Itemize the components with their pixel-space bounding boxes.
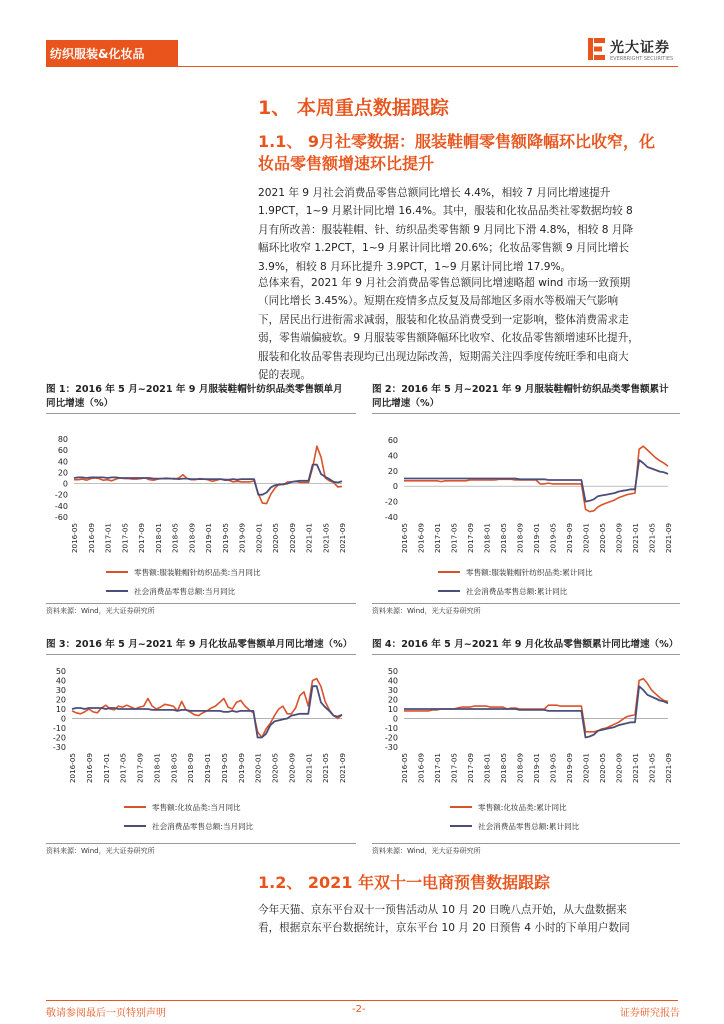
y-tick-label: 50	[387, 667, 398, 676]
section-title: 1、 本周重点数据跟踪	[258, 97, 449, 119]
x-tick-label: 2019-09	[565, 523, 574, 554]
y-tick-label: -30	[52, 743, 66, 752]
para3-line: 看，根据京东平台数据统计，京东平台 10 月 20 日预售 4 小时的下单用户数同	[258, 922, 630, 935]
para3-line: 今年天猫、京东平台双十一预售活动从 10 月 20 日晚八点开始，从大盘数据来	[258, 904, 627, 916]
figure-1-bottom-rule	[46, 603, 356, 604]
para2-line: 总体来看，2021 年 9 月社会消费品零售总额同比增速略超 wind 市场一致预期	[258, 277, 631, 289]
y-tick-label: 20	[57, 468, 68, 478]
x-tick-label: 2021-09	[664, 523, 673, 554]
y-tick-label: 30	[55, 686, 66, 695]
y-tick-label: 40	[57, 457, 68, 467]
brand-logo	[588, 36, 678, 64]
x-tick-label: 2020-01	[254, 523, 264, 554]
figure-3-chart	[46, 659, 356, 842]
x-tick-label: 2017-01	[101, 753, 111, 784]
x-tick-label: 2018-05	[499, 523, 508, 554]
para1-line: 1.9PCT，1~9 月累计同比增 16.4%。其中，服装和化妆品品类社零数据均较 8	[258, 205, 633, 218]
x-tick-label: 2018-09	[187, 523, 197, 554]
figure-3-title	[46, 638, 356, 652]
x-tick-label: 2020-01	[253, 753, 263, 784]
x-tick-label: 2019-01	[204, 523, 213, 554]
paragraph-1	[258, 184, 683, 276]
x-tick-label: 2017-05	[449, 523, 459, 554]
x-tick-label: 2018-05	[499, 753, 508, 784]
x-tick-label: 2021-09	[338, 753, 347, 784]
x-tick-label: 2017-01	[103, 523, 113, 554]
x-tick-label: 2018-09	[186, 753, 196, 784]
header-rule	[46, 66, 678, 67]
figure-title-line: 同比增速（%）	[46, 398, 114, 409]
x-tick-label: 2019-05	[548, 753, 558, 784]
x-tick-label: 2021-05	[321, 523, 331, 554]
y-tick-label: 40	[55, 676, 66, 686]
legend-label: 社会消费品零售总额:当月同比	[152, 822, 254, 831]
x-tick-label: 2018-01	[482, 523, 492, 554]
y-tick-label: -60	[54, 513, 68, 522]
y-tick-label: 50	[55, 667, 66, 676]
x-tick-label: 2020-09	[614, 523, 624, 554]
x-tick-label: 2016-05	[400, 523, 409, 554]
x-tick-label: 2019-09	[236, 753, 246, 784]
y-tick-label: -10	[384, 724, 398, 733]
x-tick-label: 2018-01	[153, 523, 163, 554]
x-tick-label: 2021-01	[631, 523, 640, 554]
x-tick-label: 2017-05	[120, 523, 130, 554]
x-tick-label: 2019-05	[220, 523, 230, 554]
x-tick-label: 2020-09	[287, 753, 297, 784]
x-tick-label: 2016-05	[68, 753, 77, 784]
x-tick-label: 2021-01	[631, 753, 640, 784]
page-number: -2-	[352, 1004, 366, 1015]
figure-2-chart	[372, 417, 680, 602]
x-tick-label: 2018-01	[482, 753, 492, 784]
x-tick-label: 2020-05	[271, 523, 280, 554]
figure-2-title	[372, 383, 680, 411]
x-tick-label: 2019-01	[203, 753, 212, 784]
x-tick-label: 2016-09	[416, 753, 426, 784]
x-tick-label: 2017-09	[466, 523, 475, 554]
x-tick-label: 2020-05	[270, 753, 280, 784]
figure-4-chart	[372, 659, 680, 842]
x-tick-label: 2020-09	[614, 753, 624, 784]
series-line-2	[404, 686, 668, 737]
y-tick-label: -20	[54, 490, 68, 500]
para2-line: 促的表现。	[258, 369, 311, 382]
x-tick-label: 2020-05	[598, 753, 607, 784]
brand-name: 光大证券	[610, 40, 670, 56]
figure-title-line: 图 2：2016 年 5 月~2021 年 9 月服装鞋帽针纺织品类零售额累计	[372, 384, 669, 395]
figure-title-line: 同比增速（%）	[372, 398, 440, 409]
subsection-1-2-title: 1.2、 2021 年双十一电商预售数据跟踪	[258, 873, 551, 892]
x-tick-label: 2020-01	[581, 523, 591, 554]
figure-4-bottom-rule	[372, 843, 680, 844]
y-tick-label: 40	[387, 676, 398, 686]
x-tick-label: 2020-09	[287, 523, 297, 554]
x-tick-label: 2017-09	[137, 523, 146, 554]
legend-label: 零售额:服装鞋帽针纺织品类:当月同比	[134, 568, 261, 577]
legend-label: 社会消费品零售总额:累计同比	[466, 587, 568, 596]
legend-label: 社会消费品零售总额:累计同比	[478, 822, 580, 831]
para1-line: 月有所改善：服装鞋帽、针、纺织品类零售额 9 月同比下滑 4.8%，相较 8 月降	[258, 223, 634, 236]
x-tick-label: 2017-01	[433, 523, 442, 554]
y-tick-label: 60	[57, 446, 68, 456]
brand-sub: EVERBRIGHT SECURITIES	[610, 56, 674, 62]
para2-line: 服装和化妆品零售表现均已出现边际改善，短期需关注四季度传统旺季和电商大	[258, 350, 629, 363]
subsection-1-1-line1: 1.1、 9月社零数据：服装鞋帽零售额降幅环比收窄，化	[258, 132, 656, 151]
x-tick-label: 2018-05	[170, 523, 180, 554]
x-tick-label: 2016-05	[400, 753, 409, 784]
series-line-1	[74, 446, 342, 503]
para2-line: 弱，零售端偏疲软。9 月服装零售额降幅环比收窄、化妆品零售额增速环比提升，	[258, 332, 639, 345]
x-tick-label: 2021-05	[647, 753, 657, 784]
y-tick-label: 0	[392, 714, 398, 724]
y-tick-label: 20	[387, 466, 398, 476]
figure-title-line: 图 1：2016 年 5 月~2021 年 9 月服装鞋帽针纺织品类零售额单月	[46, 384, 343, 395]
figure-2-rule	[372, 413, 680, 414]
legend-label: 零售额:化妆品类:当月同比	[152, 803, 241, 812]
x-tick-label: 2018-09	[515, 523, 525, 554]
sector-label: 纺织服装&化妆品	[50, 47, 145, 61]
figure-2-source: 资料来源：Wind，光大证券研究所	[372, 607, 481, 615]
x-tick-label: 2019-05	[219, 753, 229, 784]
y-tick-label: 20	[387, 695, 398, 705]
figure-title-line: 图 4：2016 年 5 月~2021 年 9 月化妆品零售额累计同比增速（%）	[372, 639, 679, 650]
x-tick-label: 2021-09	[664, 753, 673, 784]
figure-title-line: 图 3：2016 年 5 月~2021 年 9 月化妆品零售额单月同比增速（%）	[46, 639, 353, 650]
x-tick-label: 2019-05	[548, 523, 558, 554]
x-tick-label: 2018-09	[515, 753, 525, 784]
x-tick-label: 2018-05	[169, 753, 179, 784]
subsection-1-1-title	[258, 131, 683, 175]
x-tick-label: 2019-01	[532, 523, 541, 554]
y-tick-label: -10	[52, 724, 66, 733]
y-tick-label: 30	[387, 686, 398, 695]
y-tick-label: 10	[387, 705, 398, 714]
y-tick-label: -20	[52, 733, 66, 743]
x-tick-label: 2020-01	[581, 753, 591, 784]
y-tick-label: 0	[60, 714, 66, 724]
figure-2-bottom-rule	[372, 603, 680, 604]
x-tick-label: 2021-01	[304, 523, 314, 554]
legend-label: 社会消费品零售总额:当月同比	[134, 587, 236, 596]
x-tick-label: 2016-09	[86, 523, 96, 554]
x-tick-label: 2017-05	[118, 753, 128, 784]
footer-report-type: 证券研究报告	[620, 1008, 680, 1019]
paragraph-3	[258, 901, 683, 938]
x-tick-label: 2021-05	[321, 753, 331, 784]
x-tick-label: 2021-05	[647, 523, 657, 554]
y-tick-label: 80	[57, 435, 68, 444]
legend-label: 零售额:服装鞋帽针纺织品类:累计同比	[466, 568, 593, 577]
para1-line: 3.9%，相较 8 月环比提升 3.9PCT，1~9 月累计同比增 17.9%。	[258, 260, 572, 273]
x-tick-label: 2017-01	[433, 753, 442, 784]
x-tick-label: 2019-01	[532, 753, 541, 784]
x-tick-label: 2017-09	[135, 753, 145, 784]
footer-disclaimer: 敬请参阅最后一页特别声明	[46, 1008, 166, 1019]
legend-label: 零售额:化妆品类:累计同比	[478, 803, 567, 812]
x-tick-label: 2017-05	[449, 753, 459, 784]
y-tick-label: 0	[392, 482, 398, 492]
figure-1-title	[46, 383, 356, 411]
para2-line: （同比增长 3.45%）。短期在疫情多点反复及局部地区多雨水等极端天气影响	[258, 295, 619, 308]
figure-3-rule	[46, 654, 356, 655]
subsection-1-1-line2: 妆品零售额增速环比提升	[258, 154, 435, 173]
y-tick-label: 20	[55, 695, 66, 705]
x-tick-label: 2016-09	[416, 523, 426, 554]
y-tick-label: 40	[387, 451, 398, 461]
paragraph-2	[258, 274, 683, 384]
figure-1-chart	[46, 417, 356, 602]
y-tick-label: -40	[384, 513, 398, 522]
y-tick-label: 10	[55, 705, 66, 714]
y-tick-label: -20	[384, 733, 398, 743]
y-tick-label: 60	[387, 436, 398, 445]
figure-3-source: 资料来源：Wind，光大证券研究所	[46, 847, 155, 855]
x-tick-label: 2018-01	[152, 753, 162, 784]
para1-line: 幅环比收窄 1.2PCT，1~9 月累计同比增 20.6%；化妆品零售额 9 月同比增长	[258, 242, 629, 255]
x-tick-label: 2020-05	[598, 523, 607, 554]
y-tick-label: -30	[384, 743, 398, 752]
y-tick-label: 0	[62, 479, 68, 489]
para1-line: 2021 年 9 月社会消费品零售总额同比增长 4.4%，相较 7 月同比增速提升	[258, 187, 611, 199]
everbright-logo-icon	[588, 38, 605, 60]
footer-rule	[46, 1000, 678, 1001]
x-tick-label: 2019-09	[237, 523, 247, 554]
x-tick-label: 2021-09	[338, 523, 347, 554]
x-tick-label: 2016-05	[70, 523, 79, 554]
y-tick-label: -40	[54, 501, 68, 511]
x-tick-label: 2019-09	[565, 753, 574, 784]
figure-1-rule	[46, 413, 356, 414]
x-tick-label: 2017-09	[466, 753, 475, 784]
para2-line: 下，居民出行进衔需求减弱，服装和化妆品消费受到一定影响，整体消费需求走	[258, 313, 629, 326]
figure-3-bottom-rule	[46, 843, 356, 844]
x-tick-label: 2021-01	[304, 753, 314, 784]
figure-4-title	[372, 638, 680, 652]
figure-1-source: 资料来源：Wind，光大证券研究所	[46, 607, 155, 615]
x-tick-label: 2016-09	[84, 753, 94, 784]
figure-4-source: 资料来源：Wind，光大证券研究所	[372, 847, 481, 855]
y-tick-label: -20	[384, 497, 398, 507]
figure-4-rule	[372, 654, 680, 655]
